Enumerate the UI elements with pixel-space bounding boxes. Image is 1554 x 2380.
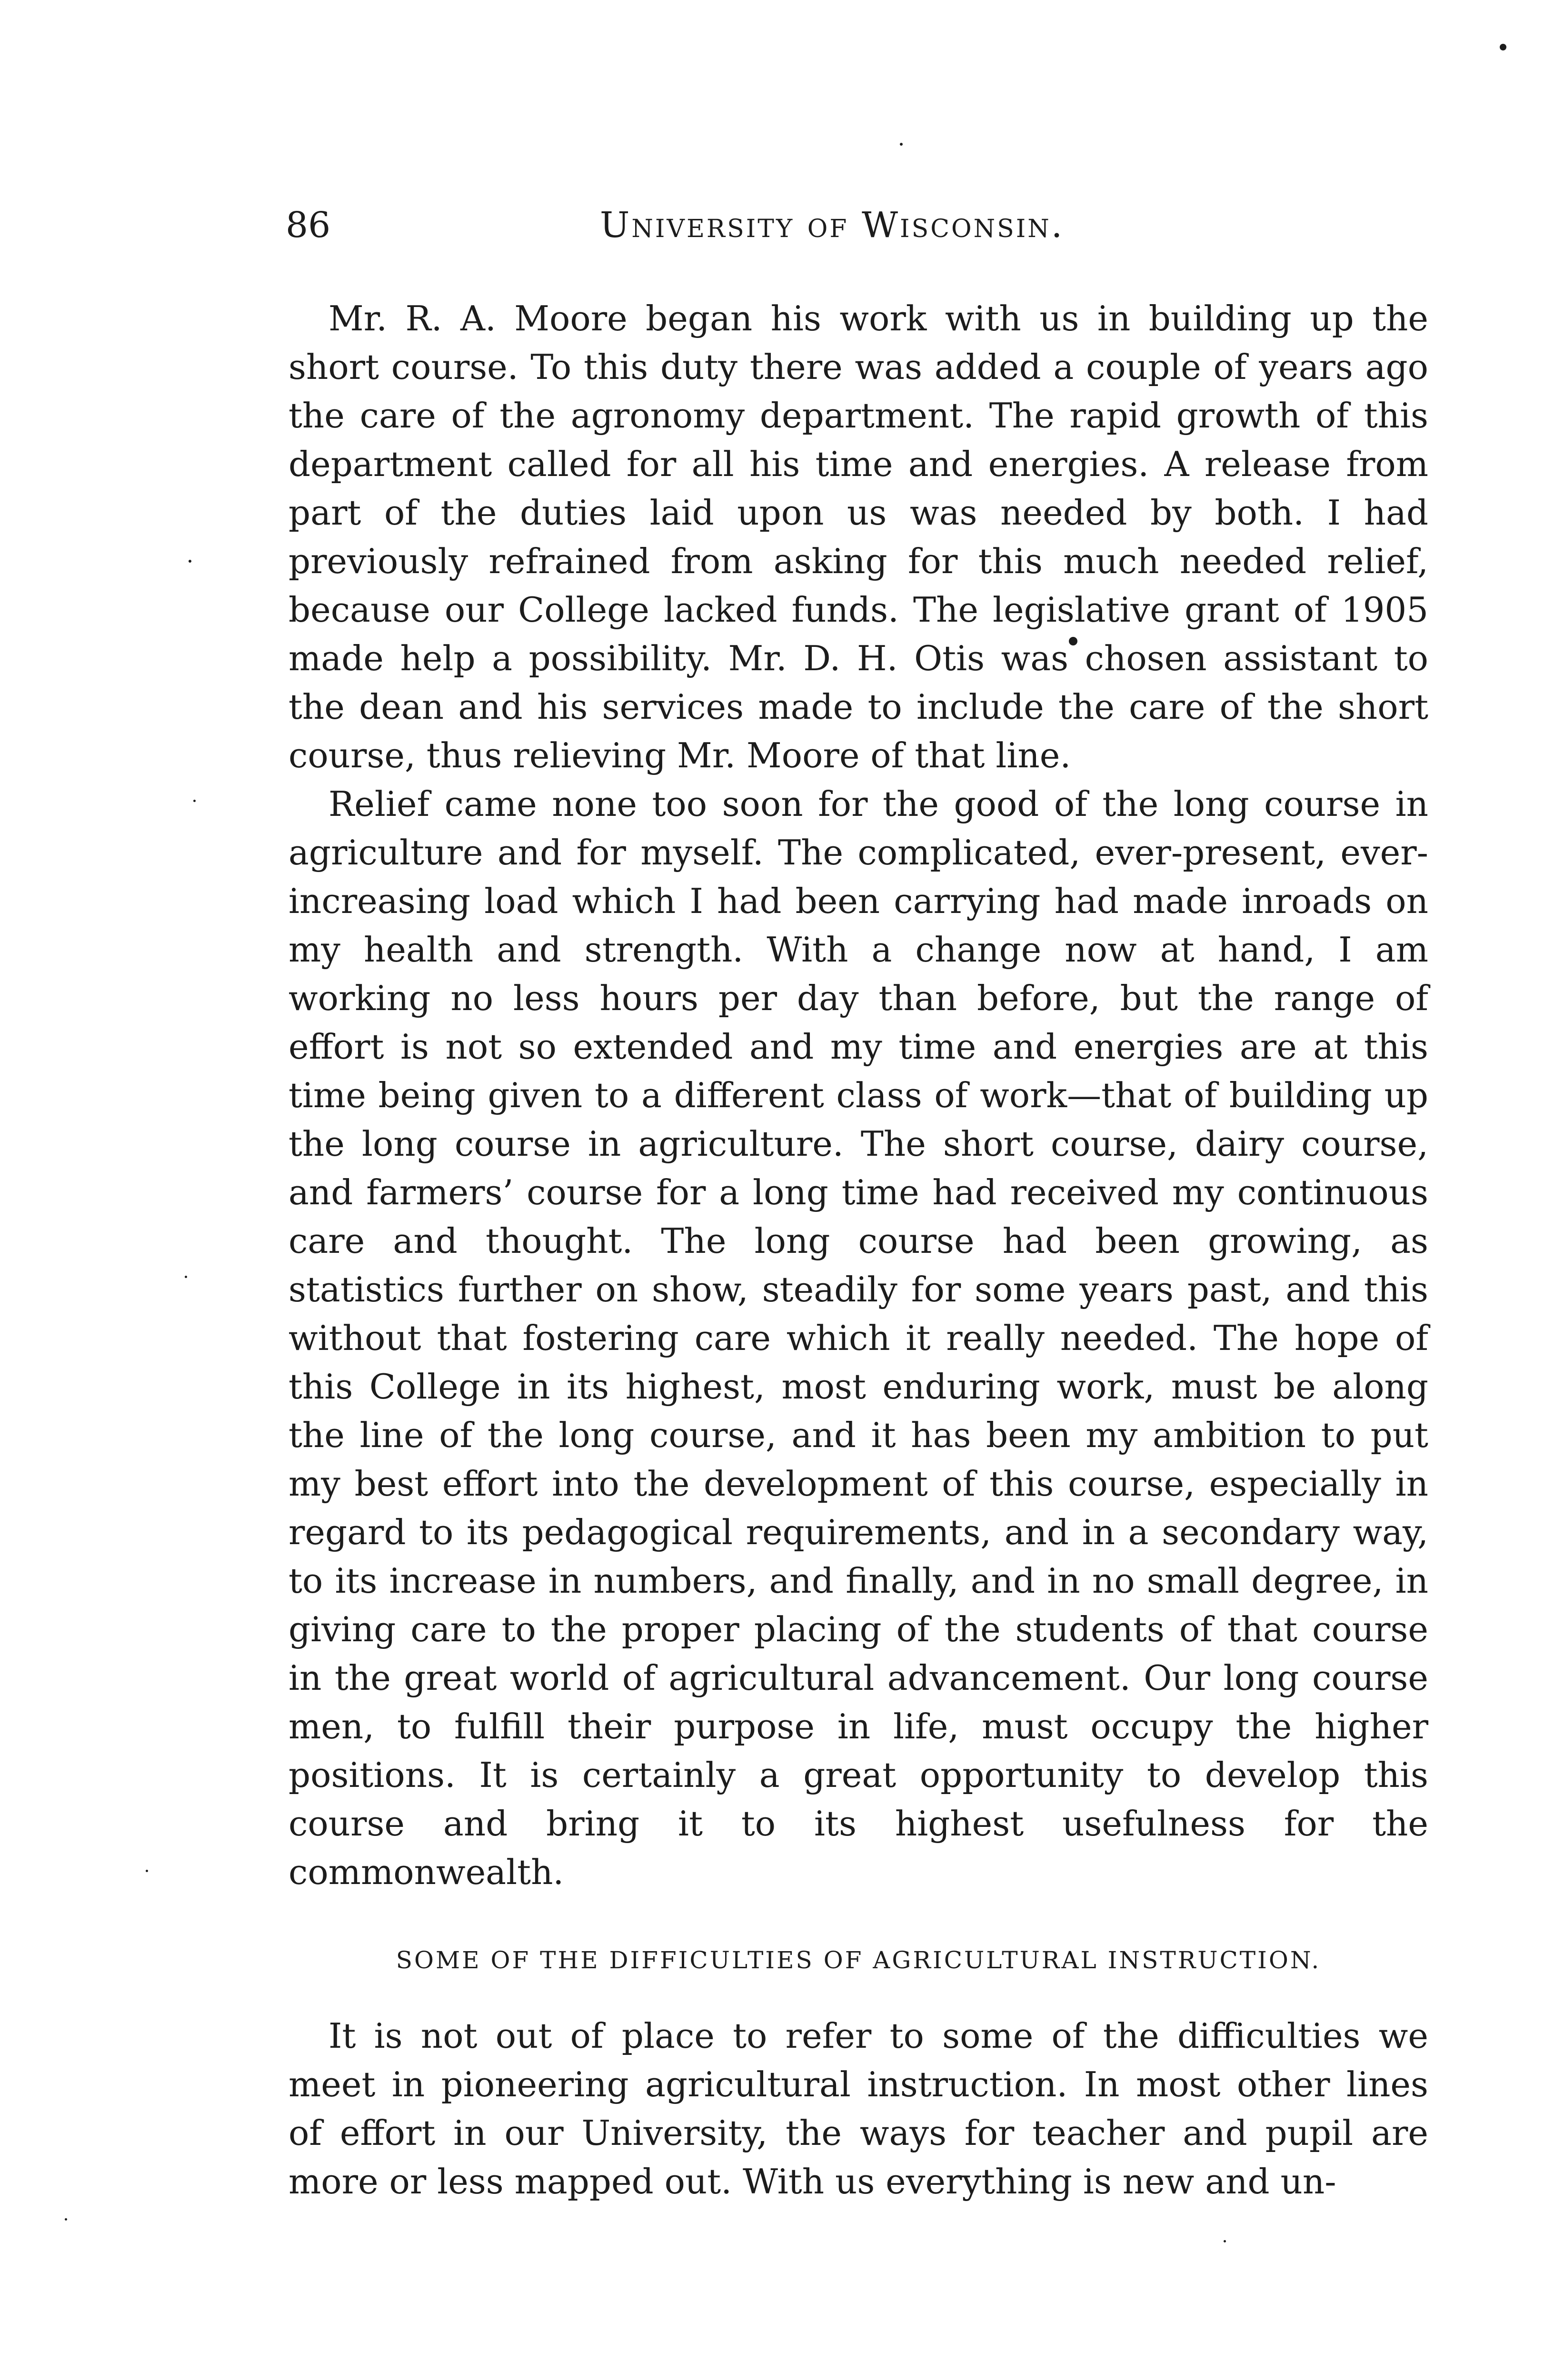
scan-speck [193,800,196,802]
scan-speck [185,1276,187,1278]
scan-speck [65,2218,67,2221]
scan-speck [900,143,903,146]
scan-speck [1500,44,1506,50]
page-body [289,294,1428,2206]
body-paragraph: Mr. R. A. Moore began his work with us in building up the short course. To this duty there was added a couple of years ago the care of the agronomy department. The rapid growth of this department called for all his time and energies. A release from part of the duties laid upon us was needed by both. I had previously refrained from asking for this much needed relief, because our College lacked funds. The legislative grant of 1905 made help a possibility. Mr. D. H. Otis was chosen assistant to the dean and his services made to include the care of the short course, thus relieving Mr. Moore of that line. [289,298,1428,775]
scan-speck [189,560,191,563]
scan-speck [1224,2240,1226,2242]
running-title: University of Wisconsin. [600,205,1065,246]
section-heading: SOME OF THE DIFFICULTIES OF AGRICULTURAL INSTRUCTION. [396,1946,1321,1974]
page-number: 86 [286,205,331,246]
body-paragraph: Relief came none too soon for the good of the long course in agriculture and for myself. The complicated, ever-present, ever-increasing load which I had been carrying had made inroads on my health and strength. With a change now at hand, I am working no less hours per day than before, but the range of effort is not so extended and my time and energies are at this time being given to a different class of work—that of building up the long course in agriculture. The short course, dairy course, and farmers’ course for a long time had received my continuous care and thought. The long course had been growing, as statistics further on show, steadily for some years past, and this without that fostering care which it really needed. The hope of this College in its highest, most enduring work, must be along the line of the long course, and it has been my ambition to put my best effort into the development of this course, especially in regard to its pedagogical requirements, and in a secondary way, to its increase in numbers, and finally, and in no small degree, in giving care to the proper placing of the students of that course in the great world of agricultural advancement. Our long course men, to fulfill their purpose in life, must occupy the higher positions. It is certainly a great opportunity to develop this course and bring it to its highest usefulness for the commonwealth. [289,784,1428,1892]
section-paragraph: It is not out of place to refer to some of the difficulties we meet in pioneering agricultural instruction. In most other lines of effort in our University, the ways for teacher and pupil are more or less mapped out. With us everything is new and un- [289,2016,1428,2202]
scan-speck [146,1870,148,1872]
running-head [286,199,1114,251]
